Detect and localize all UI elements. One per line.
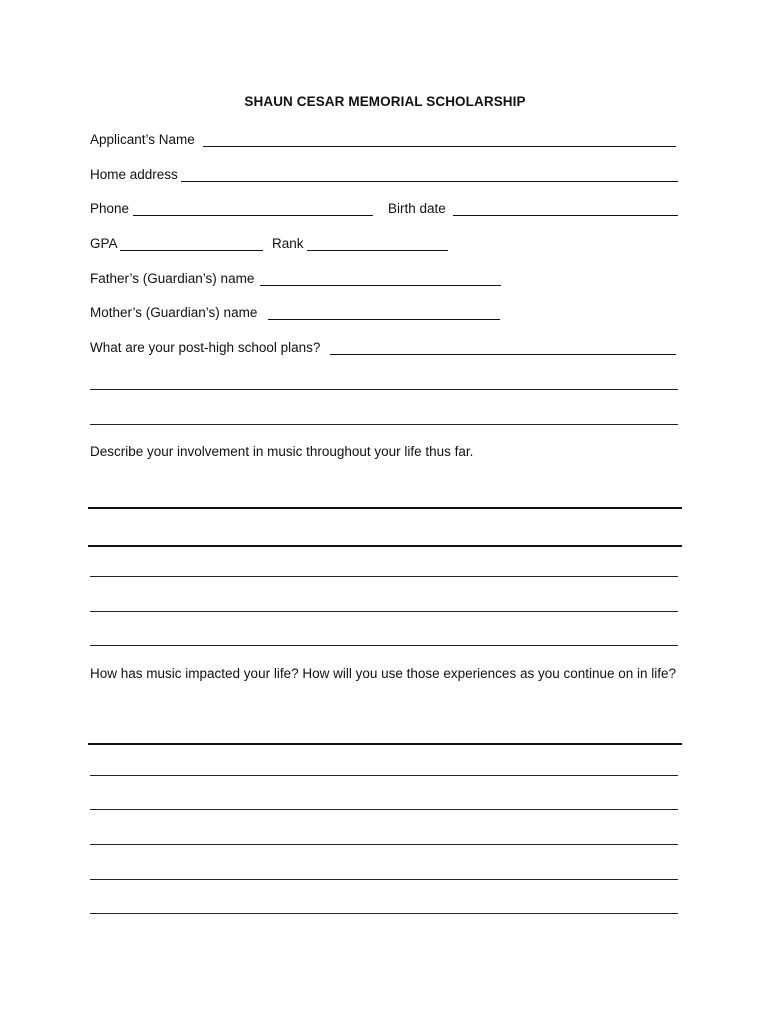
applicant-name-field[interactable] (203, 146, 676, 147)
answer-line[interactable] (90, 576, 678, 577)
answer-line[interactable] (90, 424, 678, 425)
father-name-label: Father’s (Guardian’s) name (90, 271, 255, 286)
phone-label: Phone (90, 201, 130, 216)
post-high-school-field[interactable] (330, 354, 676, 355)
home-address-field[interactable] (181, 181, 678, 182)
phone-field[interactable] (133, 215, 373, 216)
answer-line[interactable] (90, 389, 678, 390)
answer-line[interactable] (88, 545, 682, 547)
applicant-name-label: Applicant’s Name (90, 132, 195, 147)
mother-name-field[interactable] (268, 319, 500, 320)
birth-date-label: Birth date (388, 201, 446, 216)
answer-line[interactable] (88, 743, 682, 745)
father-name-field[interactable] (260, 285, 501, 286)
answer-line[interactable] (90, 879, 678, 880)
music-involvement-question: Describe your involvement in music throughout your life thus far. (90, 444, 474, 459)
form-title: SHAUN CESAR MEMORIAL SCHOLARSHIP (244, 94, 526, 109)
answer-line[interactable] (88, 507, 682, 509)
music-impact-question: How has music impacted your life? How will you use those experiences as you continue on in life? (90, 666, 677, 681)
answer-line[interactable] (90, 645, 678, 646)
gpa-label: GPA (90, 236, 118, 251)
birth-date-field[interactable] (453, 215, 678, 216)
answer-line[interactable] (90, 611, 678, 612)
home-address-label: Home address (90, 167, 178, 182)
gpa-field[interactable] (120, 250, 263, 251)
answer-line[interactable] (90, 913, 678, 914)
answer-line[interactable] (90, 775, 678, 776)
answer-line[interactable] (90, 809, 678, 810)
answer-line[interactable] (90, 844, 678, 845)
rank-label: Rank (272, 236, 304, 251)
post-high-school-label: What are your post-high school plans? (90, 340, 321, 355)
mother-name-label: Mother’s (Guardian’s) name (90, 305, 258, 320)
rank-field[interactable] (307, 250, 448, 251)
